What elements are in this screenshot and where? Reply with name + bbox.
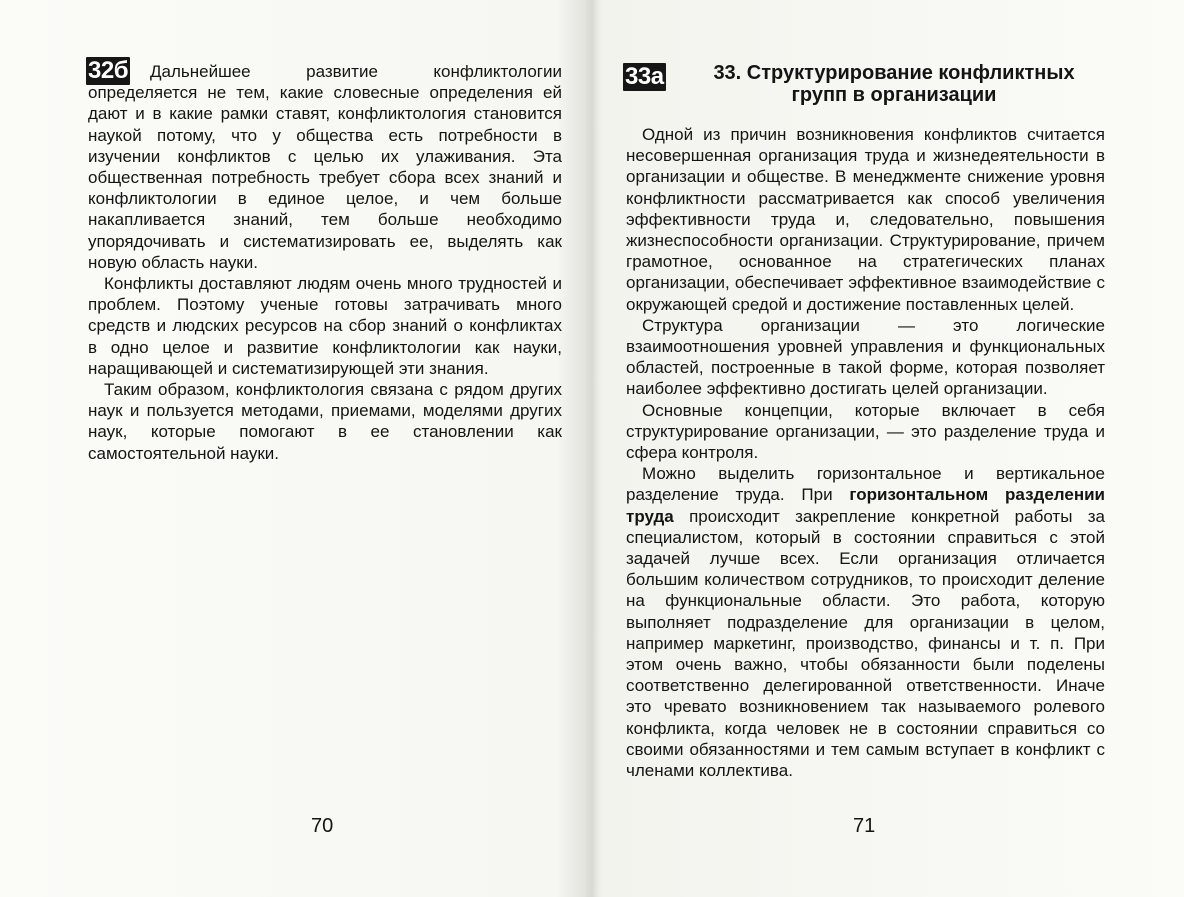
right-page (592, 0, 1184, 897)
paragraph: Таким образом, конфликтология связана с рядом других наук и пользуется методами, приемами, моделями других наук, которые помогают в ее становлении как самостоятельной науки. (88, 380, 562, 463)
paragraph: Основные концепции, которые включает в себя структурирование организации, — это разделение труда и сфера контроля. (626, 400, 1105, 463)
page-number-left: 70 (311, 815, 334, 837)
paragraph (626, 463, 1105, 781)
bold-term: горизонтальном разделении труда (626, 485, 1105, 526)
paragraph-text: Можно выделить горизонтальное и вертикальное разделение труда. При (626, 464, 1105, 505)
page-number-right: 71 (853, 815, 876, 837)
section-badge-right: 33а (625, 63, 664, 90)
paragraph: Одной из причин возникновения конфликтов считается несовершенная организация труда и жизнедеятельности в организации и обществе. В менеджменте снижение уровня конфликтности рассматривается как способ увеличения эффективности труда и, следовательно, повышения жизнеспособности организации. Структурирование, причем грамотное, основанное на стратегических планах организации, обеспечивает эффективное взаимодействие с окружающей средой и достижение поставленных целей. (626, 125, 1105, 314)
right-page-text (626, 124, 1105, 781)
left-page-text (88, 61, 562, 464)
paragraph: Конфликты доставляют людям очень много трудностей и проблем. Поэтому ученые готовы затрачивать много средств и людских ресурсов на сбор знаний о конфликтах в одно целое и развитие конфликтологии как науки, наращивающей и систематизирующей эти знания. (88, 274, 562, 378)
section-heading: 33. Структурирование конфликтных групп в организации (713, 62, 1075, 106)
paragraph: Структура организации — это логические взаимоотношения уровней управления и функциональных областей, построенные в такой форме, которая позволяет наиболее эффективно достигать целей организации. (626, 315, 1105, 399)
section-badge-left: 32б (88, 57, 129, 84)
paragraph: Дальнейшее развитие конфликтологии определяется не тем, какие словесные определения ей дают и в какие рамки ставят, конфликтология становится наукой потому, что у общества есть потребности в изучении конфликтов с целью их улаживания. Эта общественная потребность требует сбора всех знаний и конфликтологии в единое целое, и чем больше накапливается знаний, тем больше необходимо упорядочивать и систематизировать ее, выделять как новую область науки. (88, 62, 562, 272)
paragraph-text: происходит закрепление конкретной работы за специалистом, который в состоянии справиться с этой задачей лучше всех. Если организация отличается большим количеством сотрудников, то происходит деление на функциональные области. Это работа, которую выполняет подразделение для организации в целом, например маркетинг, производство, финансы и т. п. При этом очень важно, чтобы обязанности были поделены соответственно делегированной ответственности. Иначе это чревато возникновением так называемого ролевого конфликта, когда человек не в состоянии справиться со своими обязанностями и тем самым вступает в конфликт с членами коллектива. (626, 506, 1105, 781)
